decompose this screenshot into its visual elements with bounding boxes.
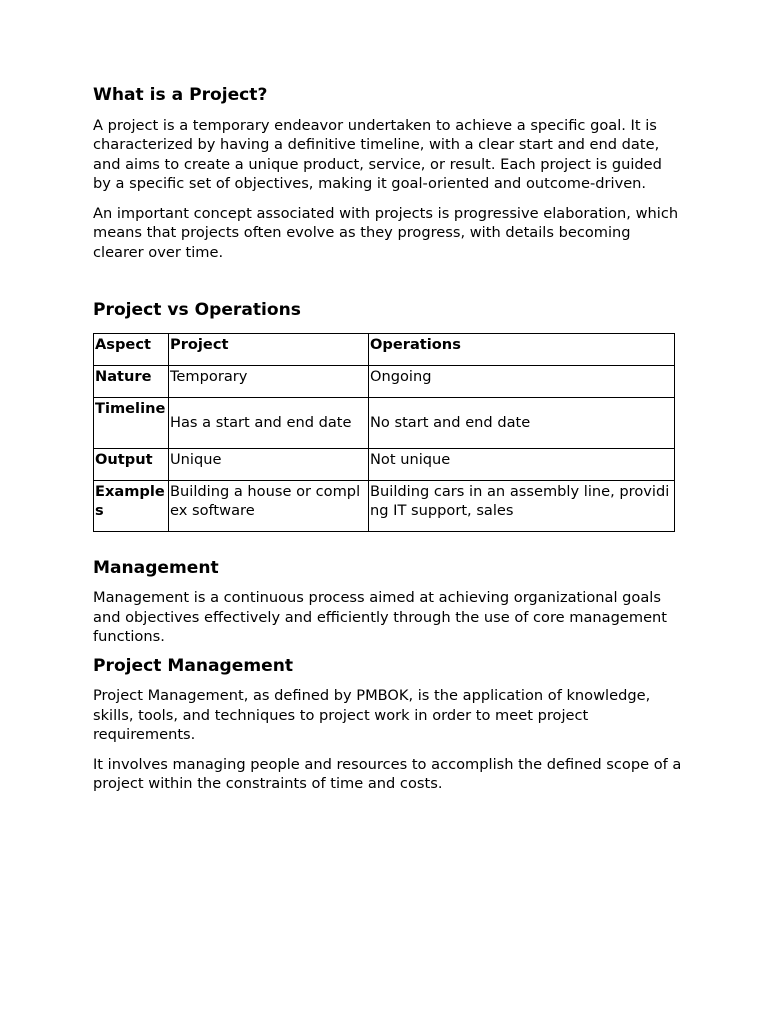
paragraph-pm-involves: It involves managing people and resources to accomplish the defined scope of a project within the constraints of time and costs. <box>93 755 682 792</box>
paragraph-management-definition: Management is a continuous process aimed at achieving organizational goals and objectives effectively and efficiently through the use of core management functions. <box>93 589 668 645</box>
comparison-table <box>93 333 675 532</box>
heading-what-is-project: What is a Project? <box>93 85 268 105</box>
table-row <box>94 365 675 397</box>
table-cell-aspect: Examples <box>94 480 169 531</box>
paragraph-project-definition: A project is a temporary endeavor undertaken to achieve a specific goal. It is characterized by having a definitive timeline, with a clear start and end date, and aims to create a unique product, service, or result. Each project is guided by a specific set of objectives, making it goal-oriented and outcome-driven. <box>93 116 662 192</box>
table-cell-aspect: Output <box>94 448 169 480</box>
table-cell-operations: Ongoing <box>369 365 675 397</box>
table-row <box>94 448 675 480</box>
heading-project-management: Project Management <box>93 655 294 676</box>
table-cell-project: Building a house or complex software <box>169 480 369 531</box>
table-cell-operations: Not unique <box>369 448 675 480</box>
table-cell-project: Unique <box>169 448 369 480</box>
table-cell-operations: Building cars in an assembly line, providing IT support, sales <box>369 480 675 531</box>
table-cell-aspect: Timeline <box>94 397 169 448</box>
table-header-cell: Operations <box>369 333 675 365</box>
table-header-row <box>94 333 675 365</box>
paragraph-pm-definition: Project Management, as defined by PMBOK, is the application of knowledge, skills, tools, and techniques to project work in order to meet project requirements. <box>93 687 651 743</box>
table-cell-operations: No start and end date <box>369 397 675 448</box>
table-cell-aspect: Nature <box>94 365 169 397</box>
table-cell-project: Has a start and end date <box>169 397 369 448</box>
table-row <box>94 480 675 531</box>
paragraph-progressive-elaboration: An important concept associated with projects is progressive elaboration, which means that projects often evolve as they progress, with details becoming clearer over time. <box>93 204 679 261</box>
table-row <box>94 397 675 448</box>
table-header-cell: Project <box>169 333 369 365</box>
document-page <box>93 86 683 794</box>
heading-management: Management <box>93 557 219 578</box>
heading-project-vs-operations: Project vs Operations <box>93 300 301 320</box>
table-header-cell: Aspect <box>94 333 169 365</box>
table-cell-project: Temporary <box>169 365 369 397</box>
